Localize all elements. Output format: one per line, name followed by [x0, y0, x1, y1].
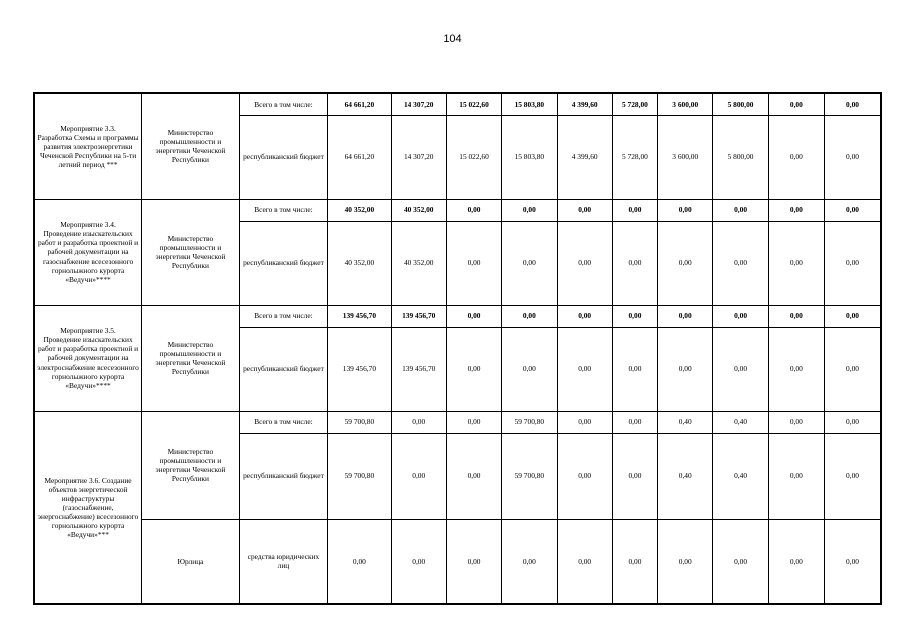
amount-cell: 0,00	[768, 221, 824, 305]
amount-cell: 0,00	[612, 305, 657, 327]
amount-cell: 0,00	[825, 199, 881, 221]
amount-cell: 0,00	[612, 433, 657, 519]
budget-table-body	[34, 93, 881, 604]
amount-cell: 0,00	[446, 433, 501, 519]
amount-cell: 40 352,00	[391, 199, 446, 221]
amount-cell: 0,00	[825, 411, 881, 433]
amount-cell: 0,00	[557, 433, 612, 519]
funding-source: республиканский бюджет	[239, 433, 328, 519]
amount-cell: 15 022,60	[446, 93, 501, 115]
table-row	[34, 93, 881, 115]
amount-cell: 0,40	[658, 433, 713, 519]
amount-cell: 0,00	[825, 115, 881, 199]
amount-cell: 0,00	[768, 305, 824, 327]
amount-cell: 4 399,60	[557, 93, 612, 115]
amount-cell: 0,00	[612, 221, 657, 305]
amount-cell: 0,00	[391, 519, 446, 604]
amount-cell: 0,00	[658, 221, 713, 305]
amount-cell: 0,00	[768, 433, 824, 519]
executor: Министерство промышленности и энергетики Чеченской Республики	[142, 411, 240, 519]
amount-cell: 0,00	[825, 519, 881, 604]
amount-cell: 0,00	[557, 327, 612, 411]
amount-cell: 0,00	[557, 411, 612, 433]
amount-cell: 15 803,80	[502, 93, 557, 115]
funding-source: Всего в том числе:	[239, 199, 328, 221]
amount-cell: 0,00	[502, 327, 557, 411]
amount-cell: 139 456,70	[391, 305, 446, 327]
amount-cell: 15 803,80	[502, 115, 557, 199]
amount-cell: 139 456,70	[391, 327, 446, 411]
amount-cell: 0,00	[328, 519, 391, 604]
amount-cell: 5 728,00	[612, 93, 657, 115]
funding-source: Всего в том числе:	[239, 305, 328, 327]
amount-cell: 14 307,20	[391, 93, 446, 115]
amount-cell: 64 661,20	[328, 115, 391, 199]
amount-cell: 15 022,60	[446, 115, 501, 199]
amount-cell: 0,00	[446, 327, 501, 411]
amount-cell: 0,00	[391, 433, 446, 519]
amount-cell: 3 600,00	[658, 115, 713, 199]
amount-cell: 0,00	[658, 199, 713, 221]
amount-cell: 0,00	[825, 93, 881, 115]
funding-source: Всего в том числе:	[239, 411, 328, 433]
amount-cell: 0,00	[825, 305, 881, 327]
amount-cell: 0,00	[446, 199, 501, 221]
amount-cell: 0,40	[713, 411, 768, 433]
amount-cell: 59 700,80	[502, 433, 557, 519]
amount-cell: 40 352,00	[328, 221, 391, 305]
amount-cell: 5 728,00	[612, 115, 657, 199]
activity-name: Мероприятие 3.3. Разработка Схемы и программы развития электроэнергетики Чеченской Республики на 5-ти летний период ***	[34, 93, 142, 199]
funding-source: республиканский бюджет	[239, 221, 328, 305]
executor: Министерство промышленности и энергетики Чеченской Республики	[142, 305, 240, 411]
amount-cell: 59 700,80	[328, 433, 391, 519]
amount-cell: 0,00	[768, 519, 824, 604]
amount-cell: 0,00	[612, 327, 657, 411]
amount-cell: 0,00	[768, 199, 824, 221]
amount-cell: 0,00	[768, 411, 824, 433]
amount-cell: 0,00	[612, 519, 657, 604]
amount-cell: 0,00	[768, 327, 824, 411]
amount-cell: 0,00	[557, 519, 612, 604]
amount-cell: 0,00	[713, 199, 768, 221]
activity-name: Мероприятие 3.6. Создание объектов энергетической инфраструктуры (газоснабжение, энергоснабжение) всесезонного горнолыжного курорта «Ведучи»***	[34, 411, 142, 604]
amount-cell: 0,00	[502, 519, 557, 604]
funding-source: Всего в том числе:	[239, 93, 328, 115]
amount-cell: 0,00	[713, 305, 768, 327]
page-number: 104	[443, 33, 462, 45]
amount-cell: 40 352,00	[328, 199, 391, 221]
funding-source: республиканский бюджет	[239, 327, 328, 411]
amount-cell: 0,00	[446, 411, 501, 433]
amount-cell: 0,00	[446, 305, 501, 327]
amount-cell: 0,00	[446, 221, 501, 305]
funding-source: республиканский бюджет	[239, 115, 328, 199]
table-row	[34, 519, 881, 604]
amount-cell: 14 307,20	[391, 115, 446, 199]
amount-cell: 0,00	[658, 305, 713, 327]
budget-table	[33, 92, 882, 605]
amount-cell: 0,00	[502, 221, 557, 305]
activity-name: Мероприятие 3.4. Проведение изыскательских работ и разработка проектной и рабочей документации на газоснабжение всесезонного горнолыжного курорта «Ведучи»****	[34, 199, 142, 305]
amount-cell: 139 456,70	[328, 327, 391, 411]
amount-cell: 0,00	[557, 305, 612, 327]
amount-cell: 0,00	[825, 221, 881, 305]
amount-cell: 0,40	[658, 411, 713, 433]
table-row	[34, 305, 881, 327]
amount-cell: 59 700,80	[328, 411, 391, 433]
funding-source: средства юридических лиц	[239, 519, 328, 604]
amount-cell: 0,00	[391, 411, 446, 433]
amount-cell: 64 661,20	[328, 93, 391, 115]
executor: Министерство промышленности и энергетики Чеченской Республики	[142, 93, 240, 199]
amount-cell: 0,00	[446, 519, 501, 604]
amount-cell: 0,00	[825, 433, 881, 519]
amount-cell: 0,00	[713, 327, 768, 411]
amount-cell: 0,40	[713, 433, 768, 519]
amount-cell: 59 700,80	[502, 411, 557, 433]
amount-cell: 0,00	[502, 199, 557, 221]
amount-cell: 0,00	[557, 199, 612, 221]
amount-cell: 5 800,00	[713, 115, 768, 199]
table-row	[34, 411, 881, 433]
amount-cell: 0,00	[658, 519, 713, 604]
amount-cell: 40 352,00	[391, 221, 446, 305]
amount-cell: 3 600,00	[658, 93, 713, 115]
amount-cell: 0,00	[612, 411, 657, 433]
amount-cell: 4 399,60	[557, 115, 612, 199]
amount-cell: 0,00	[658, 327, 713, 411]
amount-cell: 0,00	[502, 305, 557, 327]
amount-cell: 0,00	[768, 115, 824, 199]
activity-name: Мероприятие 3.5. Проведение изыскательских работ и разработка проектной и рабочей документации на электроснабжение всесезонного горнолыжного курорта «Ведучи»****	[34, 305, 142, 411]
amount-cell: 0,00	[825, 327, 881, 411]
amount-cell: 0,00	[713, 519, 768, 604]
amount-cell: 0,00	[713, 221, 768, 305]
amount-cell: 0,00	[612, 199, 657, 221]
table-row	[34, 199, 881, 221]
amount-cell: 0,00	[768, 93, 824, 115]
executor: Министерство промышленности и энергетики Чеченской Республики	[142, 199, 240, 305]
amount-cell: 0,00	[557, 221, 612, 305]
amount-cell: 5 800,00	[713, 93, 768, 115]
executor: Юрлица	[142, 519, 240, 604]
amount-cell: 139 456,70	[328, 305, 391, 327]
